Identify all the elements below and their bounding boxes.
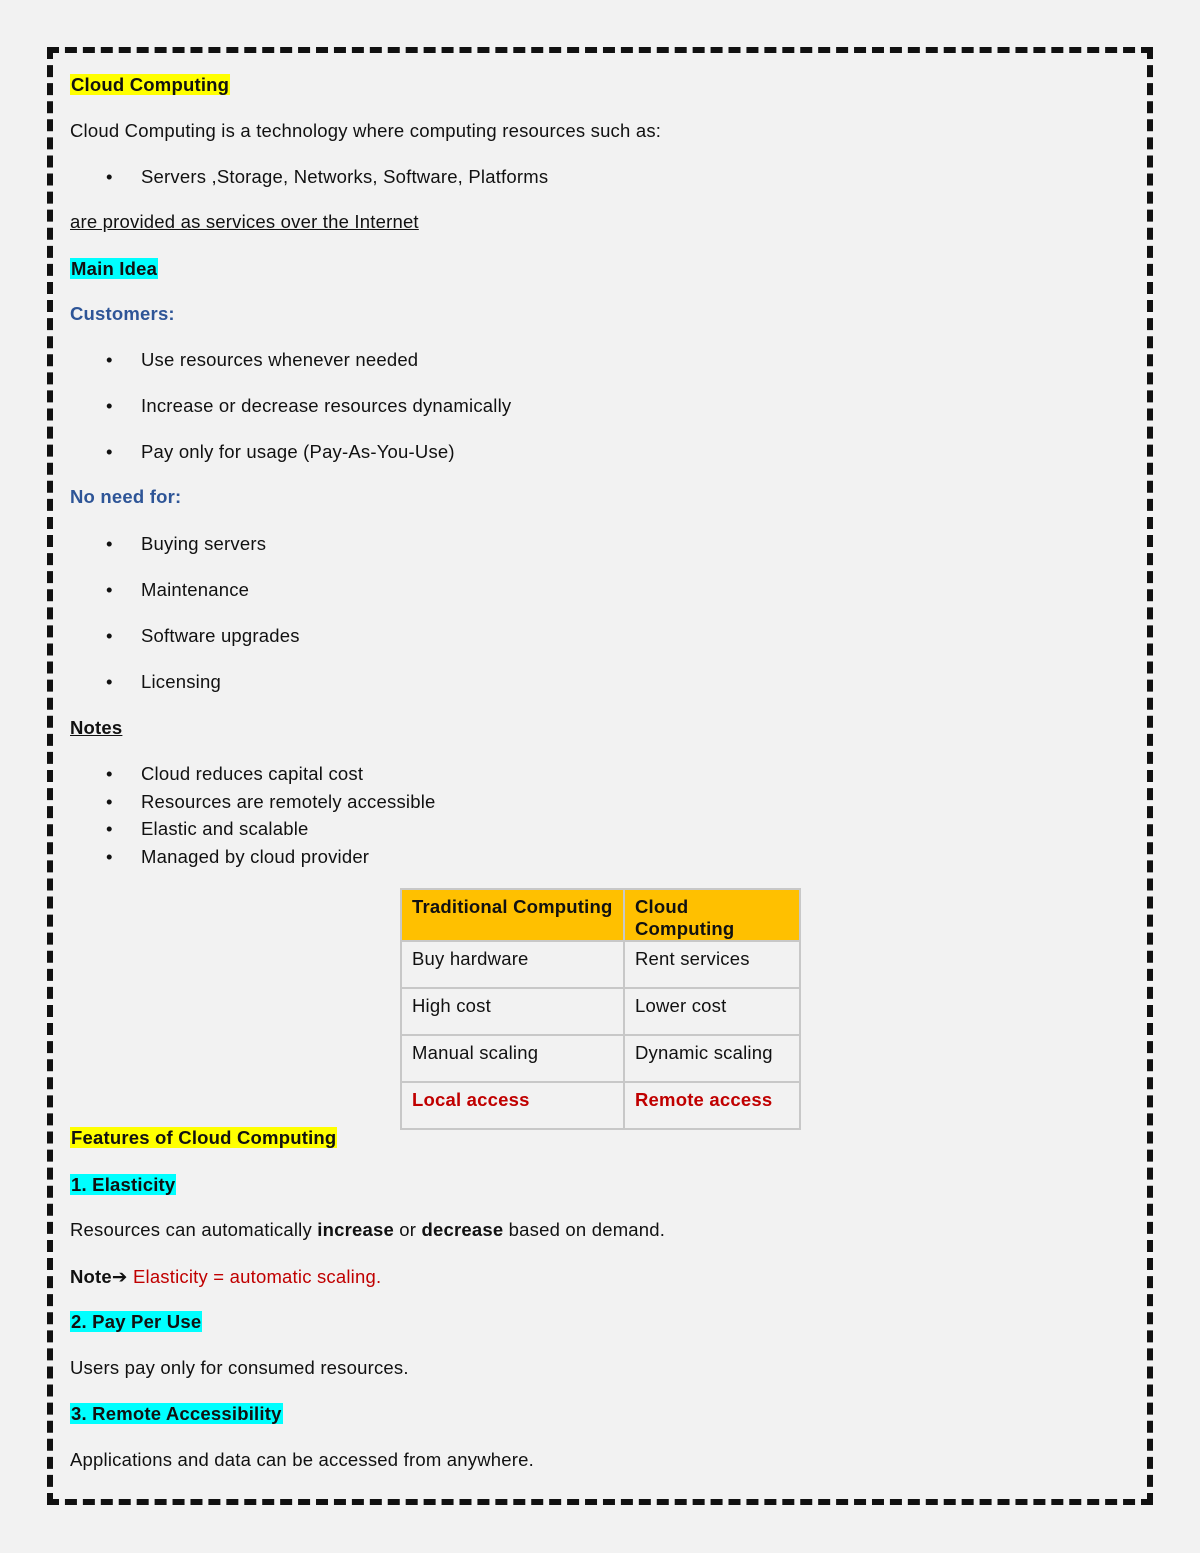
elasticity-text bbox=[70, 1217, 665, 1243]
no-need-item: Maintenance bbox=[141, 579, 250, 600]
provided-line: are provided as services over the Internet bbox=[70, 211, 419, 232]
bullet-icon: • bbox=[106, 763, 113, 784]
doc-title-line bbox=[70, 72, 230, 98]
doc-title: Cloud Computing bbox=[71, 74, 230, 95]
elasticity-heading: 1. Elasticity bbox=[71, 1174, 176, 1195]
customers-item: Pay only for usage (Pay-As-You-Use) bbox=[141, 441, 455, 462]
pay-heading-line bbox=[70, 1309, 202, 1335]
notes-item: Elastic and scalable bbox=[141, 818, 309, 839]
bullet-icon: • bbox=[106, 625, 113, 646]
features-heading: Features of Cloud Computing bbox=[71, 1127, 337, 1148]
note-text: Elasticity = automatic scaling. bbox=[127, 1266, 382, 1287]
main-idea-line bbox=[70, 256, 158, 282]
elasticity-text-bold: decrease bbox=[421, 1219, 504, 1240]
bullet-icon: • bbox=[106, 579, 113, 600]
customers-heading: Customers: bbox=[70, 303, 175, 324]
no-need-heading: No need for: bbox=[70, 486, 182, 507]
table-row bbox=[401, 941, 800, 988]
no-need-item: Buying servers bbox=[141, 533, 267, 554]
comparison-table bbox=[400, 888, 801, 1130]
no-need-item: Software upgrades bbox=[141, 625, 300, 646]
remote-accessibility-text: Applications and data can be accessed from anywhere. bbox=[70, 1449, 534, 1470]
table-row bbox=[401, 988, 800, 1035]
table-row bbox=[401, 1082, 800, 1129]
bullet-icon: • bbox=[106, 818, 113, 839]
table-header-cell: Cloud Computing bbox=[624, 889, 800, 941]
elasticity-text-bold: increase bbox=[317, 1219, 394, 1240]
notes-heading: Notes bbox=[70, 717, 123, 738]
elasticity-note bbox=[70, 1264, 381, 1290]
table-cell: Lower cost bbox=[624, 988, 800, 1035]
features-heading-line bbox=[70, 1125, 337, 1151]
arrow-right-icon: ➔ bbox=[111, 1266, 128, 1287]
remote-accessibility-heading: 3. Remote Accessibility bbox=[71, 1403, 282, 1424]
note-label: Note bbox=[70, 1266, 112, 1287]
bullet-icon: • bbox=[106, 533, 113, 554]
table-cell: Local access bbox=[401, 1082, 624, 1129]
bullet-icon: • bbox=[106, 846, 113, 867]
table-cell: Manual scaling bbox=[401, 1035, 624, 1082]
table-cell: Buy hardware bbox=[401, 941, 624, 988]
customers-item: Increase or decrease resources dynamically bbox=[141, 395, 512, 416]
table-row bbox=[401, 1035, 800, 1082]
bullet-icon: • bbox=[106, 166, 113, 187]
bullet-icon: • bbox=[106, 671, 113, 692]
table-header-row bbox=[401, 889, 800, 941]
remote-heading-line bbox=[70, 1401, 283, 1427]
pay-per-use-text: Users pay only for consumed resources. bbox=[70, 1357, 409, 1378]
table-cell: Remote access bbox=[624, 1082, 800, 1129]
customers-item: Use resources whenever needed bbox=[141, 349, 419, 370]
elasticity-text-part: or bbox=[393, 1219, 422, 1240]
resources-bullet: Servers ,Storage, Networks, Software, Platforms bbox=[141, 166, 549, 187]
notes-item: Cloud reduces capital cost bbox=[141, 763, 364, 784]
table-cell: Rent services bbox=[624, 941, 800, 988]
table-cell: Dynamic scaling bbox=[624, 1035, 800, 1082]
elasticity-text-part: Resources can automatically bbox=[70, 1219, 318, 1240]
bullet-icon: • bbox=[106, 395, 113, 416]
bullet-icon: • bbox=[106, 791, 113, 812]
table-header-cell: Traditional Computing bbox=[401, 889, 624, 941]
table-cell: High cost bbox=[401, 988, 624, 1035]
intro-text: Cloud Computing is a technology where computing resources such as: bbox=[70, 120, 662, 141]
elasticity-heading-line bbox=[70, 1172, 176, 1198]
notes-item: Resources are remotely accessible bbox=[141, 791, 436, 812]
no-need-item: Licensing bbox=[141, 671, 221, 692]
main-idea-heading: Main Idea bbox=[71, 258, 158, 279]
bullet-icon: • bbox=[106, 349, 113, 370]
notes-item: Managed by cloud provider bbox=[141, 846, 370, 867]
pay-per-use-heading: 2. Pay Per Use bbox=[71, 1311, 202, 1332]
elasticity-text-part: based on demand. bbox=[503, 1219, 666, 1240]
bullet-icon: • bbox=[106, 441, 113, 462]
